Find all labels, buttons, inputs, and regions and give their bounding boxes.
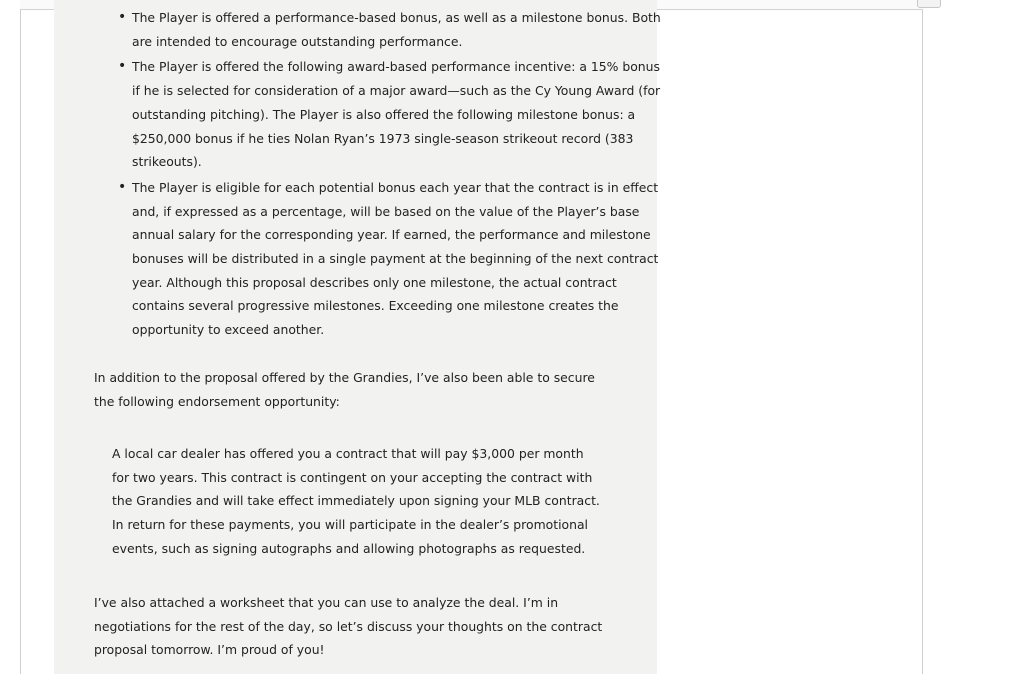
scroll-up-button[interactable]: [917, 0, 941, 8]
bullet-icon: •: [118, 9, 127, 25]
list-item-text: The Player is offered the following award-based performance incentive: a 15% bonus if he is selected for consideration of a major award—such as the Cy Young Award (for outstanding pitching). The Player is also offered the following milestone bonus: a $250,000 bonus if he ties Nolan Ryan’s 1973 single-season strikeout record (383 strikeouts).: [132, 59, 661, 170]
bullet-icon: •: [118, 178, 127, 195]
list-item-text: The Player is offered a performance-based bonus, as well as a milestone bonus. Both are intended to encourage outstanding performance.: [132, 10, 661, 49]
endorsement-quote: A local car dealer has offered you a contract that will pay $3,000 per month for two years. This contract is contingent on your accepting the contract with the Grandies and will take effect immediately upon signing your MLB contract. In return for these payments, you will participate in the dealer’s promotional events, such as signing autographs and allowing photographs as requested.: [112, 446, 600, 556]
contract-terms-list: [78, 6, 662, 344]
list-item-text: The Player is eligible for each potential bonus each year that the contract is in effect and, if expressed as a percentage, will be based on the value of the Player’s base annual salary for the corresponding year. If earned, the performance and milestone bonuses will be distributed in a single payment at the beginning of the next contract year. Although this proposal describes only one milestone, the actual contract contains several progressive milestones. Exceeding one milestone creates the opportunity to exceed another.: [132, 179, 659, 338]
list-item: [118, 6, 662, 53]
intro-paragraph: In addition to the proposal offered by the Grandies, I’ve also been able to secure the following endorsement opportunity:: [94, 370, 595, 409]
list-item: [118, 176, 662, 342]
bullet-icon: •: [118, 58, 127, 75]
closing-paragraph: I’ve also attached a worksheet that you can use to analyze the deal. I’m in negotiations for the rest of the day, so let’s discuss your thoughts on the contract proposal tomorrow. I’m proud of you!: [94, 595, 603, 658]
list-item: [118, 55, 662, 174]
